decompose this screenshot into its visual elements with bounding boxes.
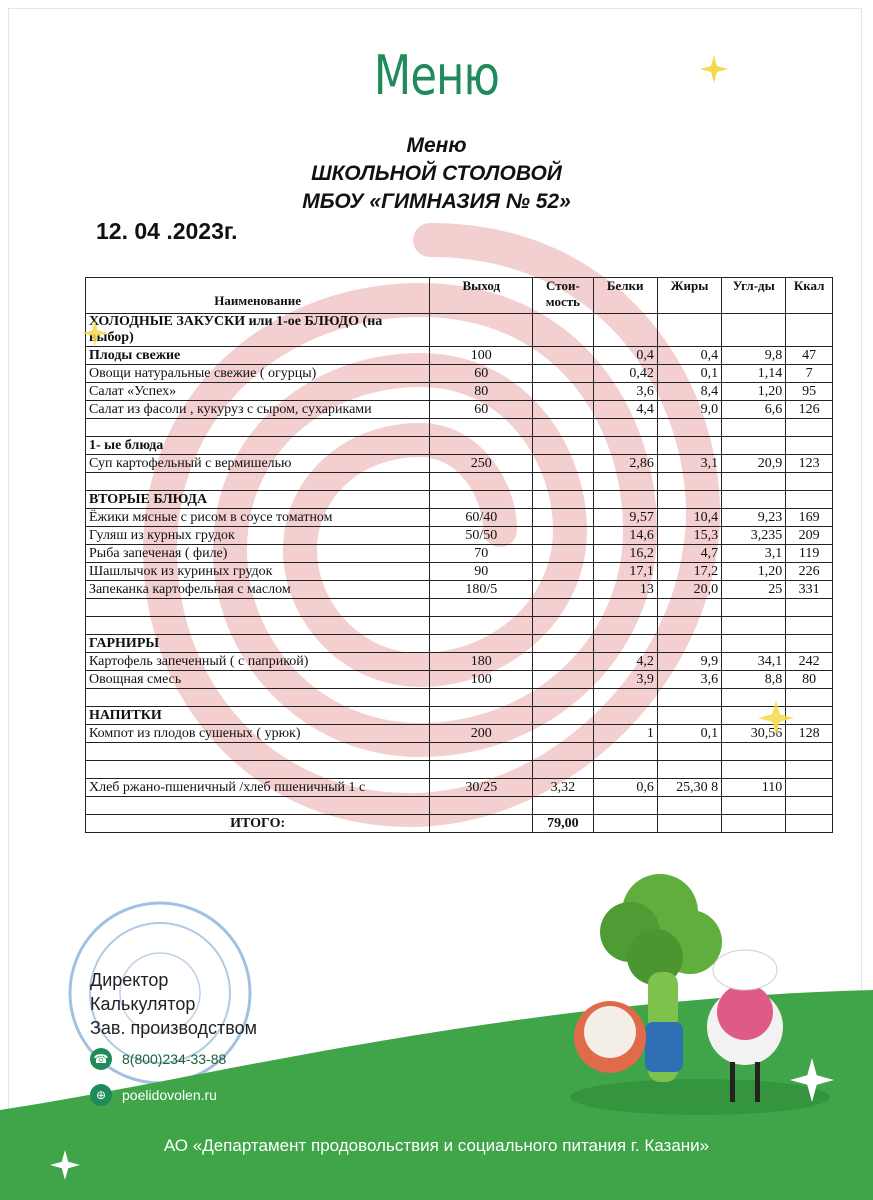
dish-cost: [533, 653, 593, 671]
dish-carbs: 8,8: [722, 671, 786, 689]
empty-cell: [593, 689, 657, 707]
table-row: [86, 347, 833, 365]
production-head-label: Зав. производством: [90, 1018, 257, 1038]
dish-protein: 1: [593, 725, 657, 743]
empty-cell: [533, 473, 593, 491]
dish-carbs: 25: [722, 581, 786, 599]
empty-cell: [533, 743, 593, 761]
col-protein-header: Белки: [593, 278, 657, 314]
section-row: [86, 491, 833, 509]
empty-cell: [533, 599, 593, 617]
empty-cell: [86, 473, 430, 491]
empty-cell: [786, 743, 833, 761]
table-row: [86, 383, 833, 401]
sparkle-icon: [758, 700, 794, 736]
dish-cost: [533, 365, 593, 383]
dish-name: Плоды свежие: [86, 347, 430, 365]
empty-cell: [430, 635, 533, 653]
empty-cell: [430, 707, 533, 725]
dish-cost: [533, 725, 593, 743]
dish-cost: [533, 401, 593, 419]
dish-fat: 4,7: [657, 545, 721, 563]
dish-fat: 0,1: [657, 725, 721, 743]
section-drinks: НАПИТКИ: [86, 707, 430, 725]
table-row: [86, 671, 833, 689]
col-name-header: Наименование: [86, 278, 430, 314]
dish-carbs: 3,235: [722, 527, 786, 545]
dish-name: Запеканка картофельная с маслом: [86, 581, 430, 599]
dish-kcal: 7: [786, 365, 833, 383]
table-row: [86, 545, 833, 563]
website-url: poelidovolen.ru: [122, 1087, 217, 1103]
empty-cell: [722, 419, 786, 437]
dish-yield: 180/5: [430, 581, 533, 599]
empty-cell: [430, 689, 533, 707]
dish-protein: 3,6: [593, 383, 657, 401]
dish-protein: 0,4: [593, 347, 657, 365]
empty-cell: [533, 635, 593, 653]
dish-yield: 30/25: [430, 779, 533, 797]
empty-cell: [430, 797, 533, 815]
empty-cell: [657, 743, 721, 761]
col-cost-header: Стои-мость: [533, 278, 593, 314]
table-row: [86, 455, 833, 473]
empty-row: [86, 599, 833, 617]
dish-kcal: 242: [786, 653, 833, 671]
dish-fat: 17,2: [657, 563, 721, 581]
empty-cell: [786, 491, 833, 509]
empty-cell: [657, 689, 721, 707]
dish-fat: 10,4: [657, 509, 721, 527]
dish-name: Салат из фасоли , кукуруз с сыром, сухариками: [86, 401, 430, 419]
empty-cell: [86, 743, 430, 761]
signatures-block: [90, 970, 257, 1106]
table-row: [86, 365, 833, 383]
empty-cell: [722, 599, 786, 617]
empty-cell: [786, 473, 833, 491]
empty-cell: [430, 491, 533, 509]
dish-kcal: 126: [786, 401, 833, 419]
empty-cell: [722, 437, 786, 455]
dish-yield: 70: [430, 545, 533, 563]
dish-protein: 13: [593, 581, 657, 599]
dish-cost: [533, 581, 593, 599]
dish-protein: 0,6: [593, 779, 657, 797]
dish-cost: [533, 509, 593, 527]
dish-protein: 4,2: [593, 653, 657, 671]
dish-name: Хлеб ржано-пшеничный /хлеб пшеничный 1 с: [86, 779, 430, 797]
empty-cell: [657, 473, 721, 491]
empty-cell: [593, 815, 657, 833]
col-kcal-header: Ккал: [786, 278, 833, 314]
section-row: [86, 707, 833, 725]
dish-carbs: 6,6: [722, 401, 786, 419]
dish-carbs: 1,20: [722, 383, 786, 401]
empty-cell: [533, 761, 593, 779]
department-footer: АО «Департамент продовольствия и социального питания г. Казани»: [163, 1136, 710, 1155]
dish-fat: 0,1: [657, 365, 721, 383]
table-row: [86, 401, 833, 419]
bread-row: [86, 779, 833, 797]
empty-cell: [593, 491, 657, 509]
empty-cell: [86, 617, 430, 635]
globe-icon: ⊕: [90, 1084, 112, 1106]
empty-cell: [593, 617, 657, 635]
empty-cell: [593, 419, 657, 437]
dish-cost: [533, 347, 593, 365]
col-fat-header: Жиры: [657, 278, 721, 314]
dish-protein: 2,86: [593, 455, 657, 473]
empty-cell: [722, 491, 786, 509]
empty-cell: [533, 437, 593, 455]
empty-row: [86, 473, 833, 491]
empty-cell: [786, 815, 833, 833]
empty-cell: [593, 707, 657, 725]
dish-kcal: 123: [786, 455, 833, 473]
dish-fat: 8,4: [657, 383, 721, 401]
dish-fat: 25,30 8: [657, 779, 721, 797]
dish-cost: 3,32: [533, 779, 593, 797]
empty-cell: [593, 761, 657, 779]
dish-carbs: 110: [722, 779, 786, 797]
total-label: ИТОГО:: [86, 815, 430, 833]
dish-carbs: 3,1: [722, 545, 786, 563]
section-row: [86, 437, 833, 455]
dish-kcal: 226: [786, 563, 833, 581]
dish-name: Овощная смесь: [86, 671, 430, 689]
dish-name: Салат «Успех»: [86, 383, 430, 401]
empty-cell: [657, 797, 721, 815]
empty-cell: [786, 797, 833, 815]
dish-fat: 9,0: [657, 401, 721, 419]
empty-cell: [430, 473, 533, 491]
dish-name: Гуляш из курных грудок: [86, 527, 430, 545]
table-row: [86, 527, 833, 545]
empty-cell: [533, 689, 593, 707]
sparkle-icon: [82, 320, 108, 346]
director-label: Директор: [90, 970, 169, 990]
dish-carbs: 20,9: [722, 455, 786, 473]
dish-yield: 60: [430, 365, 533, 383]
table-row: [86, 653, 833, 671]
dish-name: Овощи натуральные свежие ( огурцы): [86, 365, 430, 383]
empty-row: [86, 743, 833, 761]
dish-cost: [533, 383, 593, 401]
sparkle-icon: [700, 55, 728, 83]
website-link[interactable]: [90, 1084, 257, 1106]
dish-cost: [533, 563, 593, 581]
empty-cell: [86, 419, 430, 437]
phone-contact[interactable]: [90, 1048, 257, 1070]
empty-cell: [657, 707, 721, 725]
dish-kcal: 128: [786, 725, 833, 743]
empty-cell: [657, 815, 721, 833]
dish-protein: 9,57: [593, 509, 657, 527]
dish-carbs: 30,56: [722, 725, 786, 743]
empty-cell: [786, 635, 833, 653]
col-carbs-header: Угл-ды: [722, 278, 786, 314]
dish-yield: 100: [430, 347, 533, 365]
empty-cell: [786, 419, 833, 437]
dish-carbs: 34,1: [722, 653, 786, 671]
dish-carbs: 1,20: [722, 563, 786, 581]
section-first-courses: 1- ые блюда: [86, 437, 430, 455]
empty-cell: [86, 689, 430, 707]
empty-cell: [593, 797, 657, 815]
dish-cost: [533, 455, 593, 473]
dish-protein: 17,1: [593, 563, 657, 581]
empty-cell: [86, 761, 430, 779]
dish-protein: 16,2: [593, 545, 657, 563]
empty-cell: [657, 761, 721, 779]
calculator-label: Калькулятор: [90, 994, 196, 1014]
total-row: [86, 815, 833, 833]
dish-yield: 200: [430, 725, 533, 743]
dish-fat: 3,6: [657, 671, 721, 689]
sparkle-icon: [790, 1058, 834, 1102]
empty-cell: [657, 437, 721, 455]
empty-cell: [533, 707, 593, 725]
empty-cell: [533, 797, 593, 815]
dish-kcal: 209: [786, 527, 833, 545]
empty-cell: [86, 599, 430, 617]
dish-kcal: 80: [786, 671, 833, 689]
empty-cell: [430, 437, 533, 455]
section-cold: ХОЛОДНЫЕ ЗАКУСКИ или 1-ое БЛЮДО (на выбор): [86, 314, 430, 347]
table-row: [86, 581, 833, 599]
empty-cell: [786, 437, 833, 455]
empty-cell: [722, 797, 786, 815]
empty-cell: [533, 617, 593, 635]
empty-cell: [786, 761, 833, 779]
dish-yield: 180: [430, 653, 533, 671]
empty-row: [86, 797, 833, 815]
empty-cell: [430, 419, 533, 437]
dish-protein: 3,9: [593, 671, 657, 689]
table-header-row: [86, 278, 833, 314]
menu-title: Меню: [373, 44, 500, 107]
dish-carbs: 1,14: [722, 365, 786, 383]
table-row: [86, 563, 833, 581]
section-row: [86, 635, 833, 653]
empty-cell: [657, 491, 721, 509]
dish-kcal: 95: [786, 383, 833, 401]
phone-number: 8(800)234-33-88: [122, 1051, 227, 1067]
section-main-courses: ВТОРЫЕ БЛЮДА: [86, 491, 430, 509]
dish-name: Суп картофельный с вермишелью: [86, 455, 430, 473]
empty-cell: [657, 617, 721, 635]
dish-protein: 0,42: [593, 365, 657, 383]
dish-name: Ёжики мясные с рисом в соусе томатном: [86, 509, 430, 527]
section-row: [86, 314, 833, 347]
empty-cell: [593, 743, 657, 761]
dish-kcal: 119: [786, 545, 833, 563]
dish-fat: 3,1: [657, 455, 721, 473]
empty-cell: [722, 473, 786, 491]
menu-table: [85, 277, 833, 833]
dish-name: Компот из плодов сушеных ( урюк): [86, 725, 430, 743]
empty-cell: [593, 599, 657, 617]
dish-yield: 50/50: [430, 527, 533, 545]
dish-name: Шашлычок из куриных грудок: [86, 563, 430, 581]
empty-cell: [786, 599, 833, 617]
dish-fat: 9,9: [657, 653, 721, 671]
dish-name: Рыба запеченая ( филе): [86, 545, 430, 563]
empty-cell: [430, 599, 533, 617]
empty-row: [86, 761, 833, 779]
empty-cell: [657, 635, 721, 653]
empty-cell: [533, 491, 593, 509]
dish-cost: [533, 545, 593, 563]
empty-cell: [722, 761, 786, 779]
empty-cell: [533, 419, 593, 437]
menu-date: 12. 04 .2023г.: [96, 218, 238, 244]
dish-kcal: [786, 779, 833, 797]
col-yield-header: Выход: [430, 278, 533, 314]
dish-yield: 60/40: [430, 509, 533, 527]
dish-yield: 100: [430, 671, 533, 689]
dish-kcal: 169: [786, 509, 833, 527]
empty-cell: [722, 815, 786, 833]
dish-carbs: 9,23: [722, 509, 786, 527]
empty-cell: [593, 635, 657, 653]
empty-cell: [722, 635, 786, 653]
phone-icon: ☎: [90, 1048, 112, 1070]
dish-protein: 14,6: [593, 527, 657, 545]
empty-cell: [430, 815, 533, 833]
dish-fat: 0,4: [657, 347, 721, 365]
empty-cell: [430, 761, 533, 779]
dish-kcal: 47: [786, 347, 833, 365]
dish-yield: 60: [430, 401, 533, 419]
subtitle-school: МБОУ «ГИМНАЗИЯ № 52»: [302, 190, 571, 213]
dish-cost: [533, 671, 593, 689]
empty-cell: [593, 473, 657, 491]
dish-name: Картофель запеченный ( с паприкой): [86, 653, 430, 671]
dish-fat: 20,0: [657, 581, 721, 599]
subtitle-menu: Меню: [406, 134, 467, 157]
total-value: 79,00: [533, 815, 593, 833]
section-garnish: ГАРНИРЫ: [86, 635, 430, 653]
empty-row: [86, 419, 833, 437]
empty-cell: [722, 617, 786, 635]
empty-cell: [86, 797, 430, 815]
subtitle-canteen: ШКОЛЬНОЙ СТОЛОВОЙ: [311, 162, 562, 185]
empty-row: [86, 689, 833, 707]
empty-cell: [593, 437, 657, 455]
empty-cell: [657, 599, 721, 617]
dish-yield: 90: [430, 563, 533, 581]
dish-yield: 80: [430, 383, 533, 401]
empty-cell: [430, 743, 533, 761]
dish-carbs: 9,8: [722, 347, 786, 365]
empty-row: [86, 617, 833, 635]
table-row: [86, 509, 833, 527]
empty-cell: [430, 617, 533, 635]
table-row: [86, 725, 833, 743]
empty-cell: [657, 419, 721, 437]
empty-cell: [722, 743, 786, 761]
dish-fat: 15,3: [657, 527, 721, 545]
empty-cell: [786, 617, 833, 635]
dish-cost: [533, 527, 593, 545]
dish-protein: 4,4: [593, 401, 657, 419]
dish-yield: 250: [430, 455, 533, 473]
dish-kcal: 331: [786, 581, 833, 599]
